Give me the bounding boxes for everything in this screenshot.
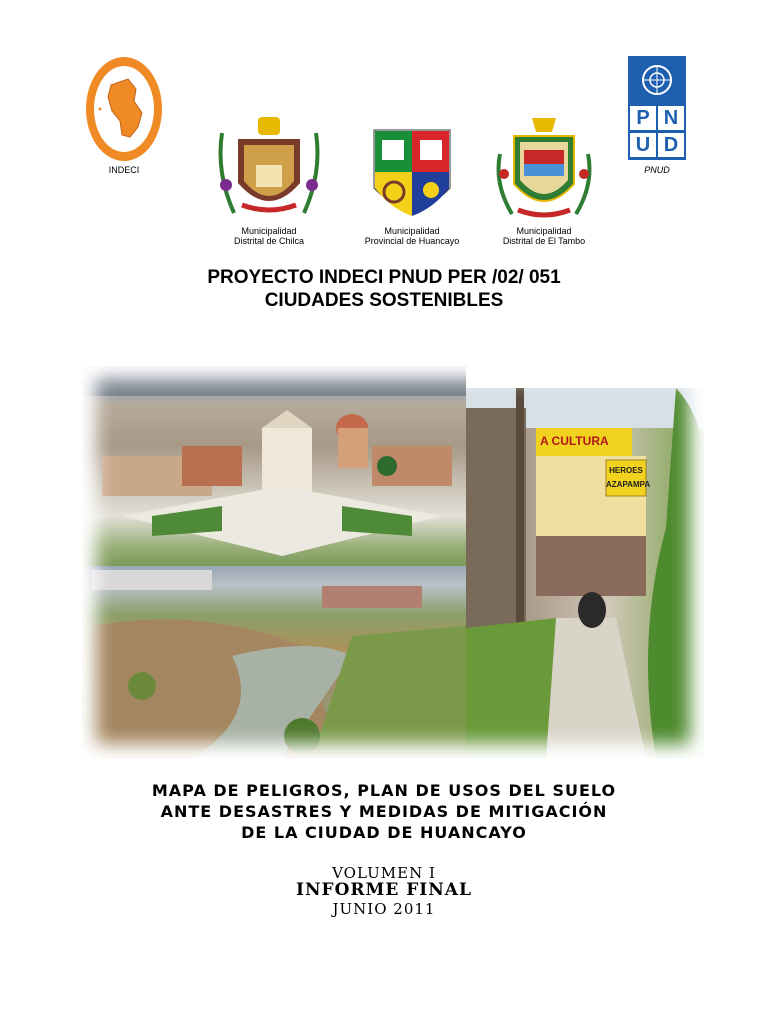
pnud-letter-p: P [636,107,650,129]
indeci-logo [84,55,164,177]
chilca-coat-of-arms-icon [212,113,326,223]
project-title-line1: PROYECTO INDECI PNUD PER /02/ 051 [207,267,561,288]
pnud-letter-u: U [635,134,651,156]
pnud-letter-d: D [663,134,679,156]
pnud-emblem [628,56,686,160]
el-tambo-coat-of-arms-icon [492,114,596,222]
report-type: INFORME FINAL [296,880,472,900]
huancayo-caption-line1: Municipalidad [384,226,440,236]
indeci-seal-icon [84,55,164,165]
pnud-letter-n: N [663,107,679,129]
huancayo-coat-of-arms-icon [360,128,464,224]
chilca-caption-line1: Municipalidad [241,226,297,236]
chilca-logo [212,113,326,248]
banner-text-line1: HEROES [609,466,643,475]
huancayo-logo [360,128,464,248]
report-title-line3: DE LA CIUDAD DE HUANCAYO [241,823,527,842]
el-tambo-caption-line1: Municipalidad [516,226,572,236]
huancayo-caption-line2: Provincial de Huancayo [364,236,460,246]
pnud-logo [628,56,686,176]
chilca-caption-line2: Distrital de Chilca [233,236,305,246]
photo-collage [82,366,704,758]
report-date: JUNIO 2011 [332,900,436,918]
shop-sign-text: A CULTURA [540,434,609,448]
report-title-line2: ANTE DESASTRES Y MEDIDAS DE MITIGACIÓN [160,802,608,821]
volume-label: VOLUMEN I [332,864,436,882]
el-tambo-caption-line2: Distrital de El Tambo [502,236,586,246]
project-title-line2: CIUDADES SOSTENIBLES [264,290,504,311]
pnud-caption: PNUD [644,165,670,175]
report-title-line1: MAPA DE PELIGROS, PLAN DE USOS DEL SUELO [151,781,617,800]
indeci-caption: INDECI [108,165,140,175]
banner-text-line2: AZAPAMPA [606,480,651,489]
photo-fade-edge [82,366,704,758]
el-tambo-logo [492,114,596,248]
